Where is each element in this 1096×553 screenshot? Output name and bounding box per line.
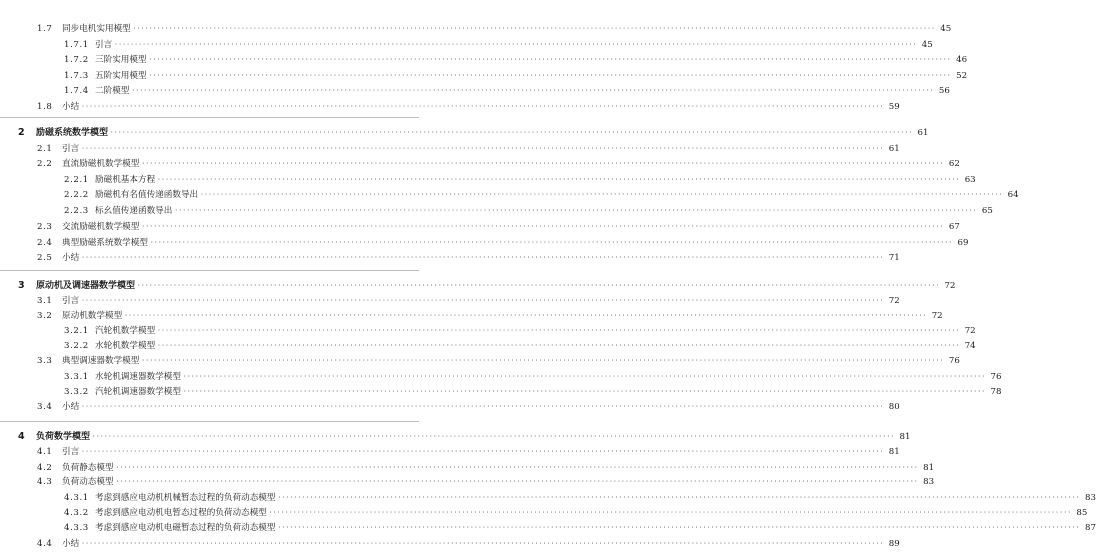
toc-title: 汽轮机调速器数学模型 — [95, 387, 181, 397]
toc-page-number: 63 — [964, 175, 976, 185]
toc-number: 3.1 — [37, 296, 53, 306]
dot-leader: ········································································································································································································ — [114, 41, 917, 48]
dot-leader: ········································································································································································································ — [81, 254, 884, 261]
toc-chapter-entry[interactable] — [18, 430, 911, 444]
dot-leader: ········································································································································································································ — [182, 388, 986, 395]
toc-number: 2.3 — [37, 222, 53, 232]
toc-number: 4.3.1 — [64, 493, 89, 503]
toc-entry[interactable] — [64, 385, 1002, 399]
dot-leader: ········································································································································································································ — [81, 145, 884, 152]
toc-page-number: 69 — [957, 238, 969, 248]
toc-title: 引言 — [62, 447, 80, 457]
toc-page-number: 45 — [940, 24, 952, 34]
toc-title: 引言 — [62, 296, 80, 306]
toc-page-number: 72 — [931, 311, 943, 321]
toc-title: 同步电机实用模型 — [62, 24, 131, 34]
dot-leader: ········································································································································································································ — [81, 540, 884, 547]
toc-title: 小结 — [62, 253, 80, 263]
dot-leader: ········································································································································································································ — [148, 72, 952, 79]
toc-title: 标幺值传递函数导出 — [95, 206, 173, 216]
dot-leader: ········································································································································································································ — [131, 87, 934, 94]
toc-title: 负荷静态模型 — [62, 463, 114, 473]
toc-number: 2.5 — [37, 253, 53, 263]
dot-leader: ········································································································································································································ — [149, 239, 953, 246]
toc-page-number: 76 — [948, 356, 960, 366]
toc-entry[interactable] — [37, 461, 935, 475]
toc-entry[interactable] — [37, 157, 960, 171]
toc-title: 考虑到感应电动机电磁暂态过程的负荷动态模型 — [95, 523, 276, 533]
toc-page-number: 64 — [1007, 190, 1019, 200]
toc-entry[interactable] — [37, 354, 960, 368]
toc-title: 原动机数学模型 — [62, 311, 123, 321]
toc-entry[interactable] — [37, 475, 935, 489]
toc-entry[interactable] — [37, 142, 900, 156]
dot-leader: ········································································································································································································ — [157, 327, 960, 334]
toc-entry[interactable] — [64, 84, 950, 98]
toc-number: 2.1 — [37, 144, 53, 154]
toc-entry[interactable] — [37, 400, 900, 414]
toc-number: 3.3.1 — [64, 372, 89, 382]
toc-page-number: 62 — [948, 159, 960, 169]
toc-number: 1.7.2 — [64, 55, 89, 65]
toc-title: 负荷数学模型 — [36, 432, 91, 442]
dot-leader: ········································································································································································································ — [182, 373, 986, 380]
toc-page-number: 74 — [964, 341, 976, 351]
toc-number: 4.1 — [37, 447, 53, 457]
dot-leader: ········································································································································································································ — [141, 223, 944, 230]
toc-number: 3.2 — [37, 311, 53, 321]
toc-number: 4.3.2 — [64, 508, 89, 518]
toc-page-number: 45 — [921, 40, 933, 50]
toc-title: 小结 — [62, 102, 80, 112]
toc-entry[interactable] — [64, 339, 976, 353]
toc-page-number: 71 — [888, 253, 900, 263]
dot-leader: ········································································································································································································ — [115, 478, 919, 485]
toc-number: 3 — [18, 280, 26, 291]
toc-number: 4.3 — [37, 477, 53, 487]
dot-leader: ········································································································································································································ — [124, 312, 927, 319]
dot-leader: ········································································································································································································ — [141, 357, 944, 364]
toc-page-number: 83 — [923, 477, 935, 487]
toc-page-number: 81 — [888, 447, 900, 457]
toc-page-number: 59 — [888, 102, 900, 112]
toc-entry[interactable] — [64, 53, 968, 67]
dot-leader: ········································································································································································································ — [200, 191, 1003, 198]
toc-entry[interactable] — [64, 521, 1096, 535]
toc-entry[interactable] — [64, 506, 1088, 520]
toc-number: 2.2 — [37, 159, 53, 169]
chapter-divider — [0, 270, 419, 271]
toc-entry[interactable] — [64, 69, 968, 83]
toc-number: 3.3.2 — [64, 387, 89, 397]
toc-number: 2.2.3 — [64, 206, 89, 216]
toc-title: 励磁机有名值传递函数导出 — [95, 190, 199, 200]
dot-leader: ········································································································································································································ — [137, 282, 940, 289]
toc-page-number: 56 — [938, 86, 950, 96]
toc-title: 负荷动态模型 — [62, 477, 114, 487]
dot-leader: ········································································································································································································ — [277, 524, 1080, 531]
toc-page-number: 85 — [1076, 508, 1088, 518]
toc-entry[interactable] — [37, 309, 943, 323]
toc-title: 典型调速器数学模型 — [62, 356, 140, 366]
toc-page-number: 80 — [888, 402, 900, 412]
toc-title: 考虑到感应电动机电暂态过程的负荷动态模型 — [95, 508, 267, 518]
toc-title: 三阶实用模型 — [95, 55, 147, 65]
toc-number: 3.4 — [37, 402, 53, 412]
toc-entry[interactable] — [37, 294, 900, 308]
dot-leader: ········································································································································································································ — [81, 297, 884, 304]
toc-page-number: 52 — [956, 71, 968, 81]
toc-page-number: 61 — [917, 128, 929, 138]
toc-title: 交流励磁机数学模型 — [62, 222, 140, 232]
toc-number: 3.2.2 — [64, 341, 89, 351]
toc-title: 励磁机基本方程 — [95, 175, 156, 185]
dot-leader: ········································································································································································································ — [110, 129, 913, 136]
toc-entry[interactable] — [37, 537, 900, 551]
toc-page-number: 67 — [948, 222, 960, 232]
dot-leader: ········································································································································································································ — [81, 448, 884, 455]
toc-entry[interactable] — [37, 220, 960, 234]
toc-page-number: 81 — [923, 463, 935, 473]
toc-number: 3.2.1 — [64, 326, 89, 336]
dot-leader: ········································································································································································································ — [115, 464, 919, 471]
chapter-divider — [0, 421, 419, 422]
toc-number: 4 — [18, 431, 26, 442]
toc-entry[interactable] — [64, 324, 976, 338]
toc-title: 水轮机调速器数学模型 — [95, 372, 181, 382]
dot-leader: ········································································································································································································ — [277, 494, 1080, 501]
toc-page-number: 87 — [1085, 523, 1096, 533]
toc-number: 3.3 — [37, 356, 53, 366]
toc-chapter-entry[interactable] — [18, 126, 929, 140]
toc-number: 4.2 — [37, 463, 53, 473]
toc-title: 小结 — [62, 402, 80, 412]
dot-leader: ········································································································································································································ — [81, 403, 884, 410]
dot-leader: ········································································································································································································ — [141, 160, 944, 167]
toc-title: 励磁系统数学模型 — [36, 128, 109, 138]
toc-number: 2.2.1 — [64, 175, 89, 185]
toc-page-number: 61 — [888, 144, 900, 154]
toc-number: 4.4 — [37, 539, 53, 549]
toc-number: 4.3.3 — [64, 523, 89, 533]
dot-leader: ········································································································································································································ — [132, 25, 936, 32]
toc-title: 直流励磁机数学模型 — [62, 159, 140, 169]
toc-page-number: 65 — [981, 206, 993, 216]
toc-number: 1.7.1 — [64, 40, 89, 50]
toc-entry[interactable] — [37, 236, 969, 250]
toc-entry[interactable] — [37, 22, 952, 36]
toc-title: 引言 — [95, 40, 113, 50]
toc-page-number: 83 — [1085, 493, 1096, 503]
toc-entry[interactable] — [37, 251, 900, 265]
toc-title: 二阶模型 — [95, 86, 130, 96]
toc-page-number: 72 — [964, 326, 976, 336]
toc-page-number: 46 — [956, 55, 968, 65]
toc-page-number: 81 — [899, 432, 911, 442]
dot-leader: ········································································································································································································ — [148, 56, 952, 63]
toc-title: 考虑到感应电动机机械暂态过程的负荷动态模型 — [95, 493, 276, 503]
toc-title: 引言 — [62, 144, 80, 154]
dot-leader: ········································································································································································································ — [81, 103, 884, 110]
dot-leader: ········································································································································································································ — [174, 207, 977, 214]
toc-number: 2 — [18, 127, 26, 138]
toc-number: 2.4 — [37, 238, 53, 248]
dot-leader: ········································································································································································································ — [268, 509, 1072, 516]
chapter-divider — [0, 117, 419, 118]
toc-entry[interactable] — [64, 188, 1019, 202]
toc-title: 五阶实用模型 — [95, 71, 147, 81]
toc-title: 原动机及调速器数学模型 — [36, 281, 136, 291]
dot-leader: ········································································································································································································ — [157, 342, 960, 349]
toc-number: 2.2.2 — [64, 190, 89, 200]
toc-entry[interactable] — [64, 491, 1096, 505]
toc-number: 1.7.4 — [64, 86, 89, 96]
dot-leader: ········································································································································································································ — [157, 176, 960, 183]
toc-entry[interactable] — [37, 100, 900, 114]
toc-page-number: 78 — [990, 387, 1002, 397]
toc-entry[interactable] — [64, 38, 933, 52]
toc-entry[interactable] — [64, 204, 993, 218]
toc-title: 典型励磁系统数学模型 — [62, 238, 148, 248]
toc-number: 1.7 — [37, 24, 53, 34]
toc-page-number: 89 — [888, 539, 900, 549]
toc-title: 小结 — [62, 539, 80, 549]
toc-page-number: 72 — [888, 296, 900, 306]
toc-chapter-entry[interactable] — [18, 279, 956, 293]
dot-leader: ········································································································································································································ — [92, 433, 895, 440]
toc-number: 1.8 — [37, 102, 53, 112]
toc-number: 1.7.3 — [64, 71, 89, 81]
toc-entry[interactable] — [37, 445, 900, 459]
toc-entry[interactable] — [64, 370, 1002, 384]
toc-page-number: 76 — [990, 372, 1002, 382]
toc-page-number: 72 — [944, 281, 956, 291]
toc-title: 汽轮机数学模型 — [95, 326, 156, 336]
toc-entry[interactable] — [64, 173, 976, 187]
toc-title: 水轮机数学模型 — [95, 341, 156, 351]
